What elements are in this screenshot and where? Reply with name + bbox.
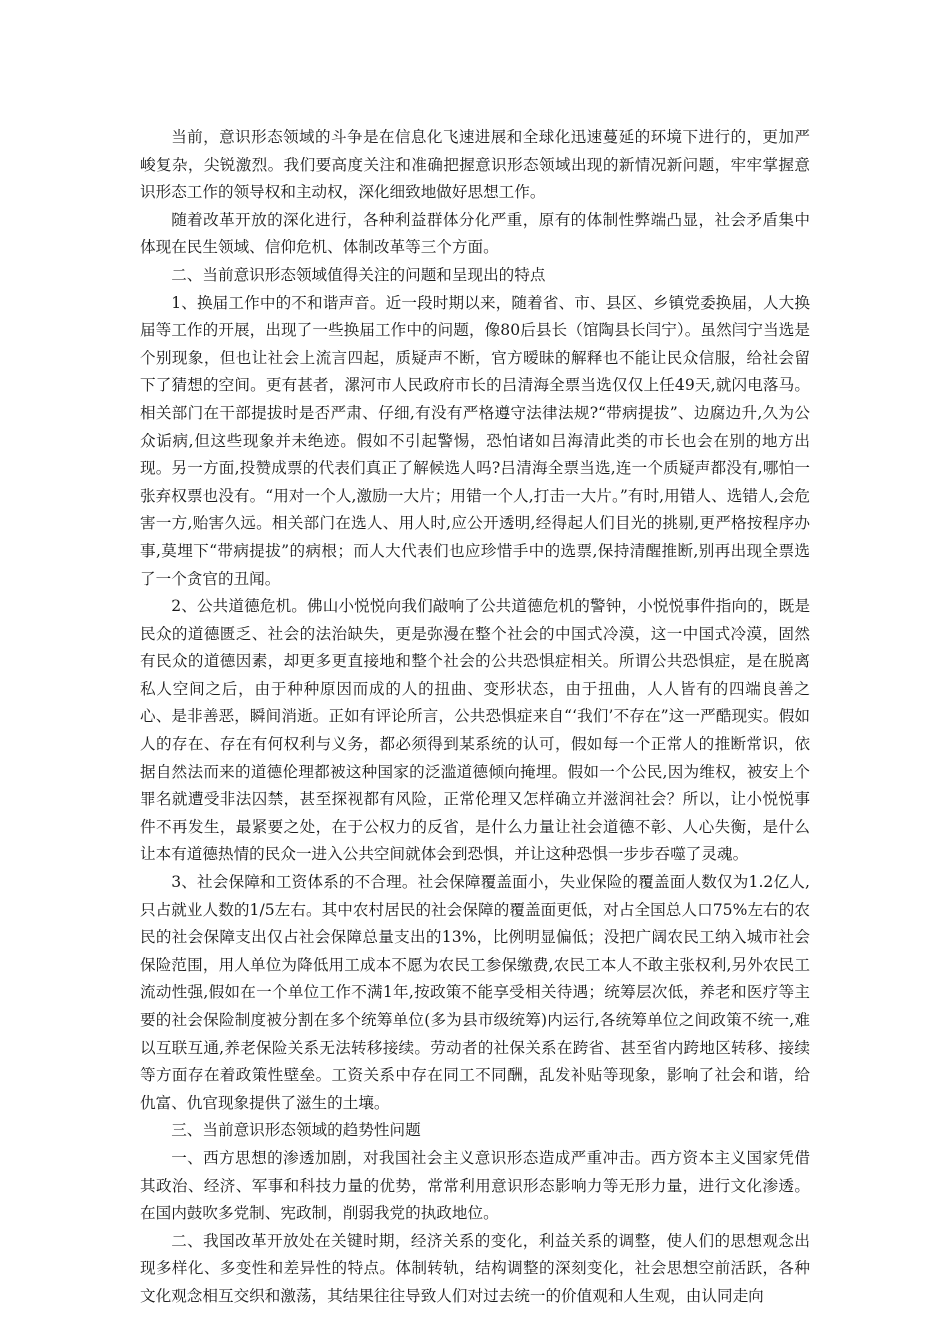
- document-body: [140, 124, 810, 1311]
- paragraph-item-3: 3、社会保障和工资体系的不合理。社会保障覆盖面小，失业保险的覆盖面人数仅为1.2亿人,只占就业人数的1/5左右。其中农村居民的社会保障的覆盖面更低，对占全国总人口75%左右的农民的社会保障支出仅占社会保障总量支出的13%，比例明显偏低；没把广阔农民工纳入城市社会保险范围，用人单位为降低用工成本不愿为农民工参保缴费,农民工本人不敢主张权利,另外农民工流动性强,假如在一个单位工作不满1年,按政策不能享受相关待遇；统筹层次低，养老和医疗等主要的社会保险制度被分割在多个统筹单位(多为县市级统筹)内运行,各统筹单位之间政策不统一,难以互联互通,养老保险关系无法转移接续。劳动者的社保关系在跨省、甚至省内跨地区转移、接续等方面存在着政策性壁垒。工资关系中存在同工不同酬，乱发补贴等现象，影响了社会和谐，给仇富、仇官现象提供了滋生的土壤。: [140, 873, 810, 1112]
- paragraph-intro: 当前，意识形态领域的斗争是在信息化飞速进展和全球化迅速蔓延的环境下进行的，更加严峻复杂，尖锐激烈。我们要高度关注和准确把握意识形态领域出现的新情况新问题，牢牢掌握意识形态工作的领导权和主动权，深化细致地做好思想工作。: [140, 128, 810, 202]
- paragraph-trend-2: 二、我国改革开放处在关键时期，经济关系的变化，利益关系的调整，使人们的思想观念出现多样化、多变性和差异性的特点。体制转轨，结构调整的深刻变化，社会思想空前活跃，各种文化观念相互交织和激荡，其结果往往导致人们对过去统一的价值观和人生观，由认同走向: [140, 1231, 810, 1305]
- paragraph-reform: 随着改革开放的深化进行，各种利益群体分化严重，原有的体制性弊端凸显，社会矛盾集中体现在民生领域、信仰危机、体制改革等三个方面。: [140, 210, 810, 257]
- section-heading-2: 二、当前意识形态领域值得关注的问题和呈现出的特点: [171, 265, 546, 284]
- paragraph-trend-1: 一、西方思想的渗透加剧，对我国社会主义意识形态造成严重冲击。西方资本主义国家凭借其政治、经济、军事和科技力量的优势，常常利用意识形态影响力等无形力量，进行文化渗透。在国内鼓吹多党制、宪政制，削弱我党的执政地位。: [140, 1148, 810, 1223]
- paragraph-item-2: 2、公共道德危机。佛山小悦悦向我们敲响了公共道德危机的警钟，小悦悦事件指向的，既是民众的道德匮乏、社会的法治缺失，更是弥漫在整个社会的中国式冷漠，这一中国式冷漠，固然有民众的道德因素，却更多更直接地和整个社会的公共恐惧症相关。所谓公共恐惧症，是在脱离私人空间之后，由于种种原因而成的人的扭曲、变形状态，由于扭曲，人人皆有的四端良善之心、是非善恶，瞬间消逝。正如有评论所言，公共恐惧症来自“‘我们’不存在”这一严酷现实。假如人的存在、存在有何权利与义务，都必须得到某系统的认可，假如每一个正常人的推断常识，依据自然法而来的道德伦理都被这种国家的泛滥道德倾向掩埋。假如一个公民,因为维权，被安上个罪名就遭受非法囚禁，甚至探视都有风险，正常伦理又怎样确立并滋润社会？所以，让小悦悦事件不再发生，最紧要之处，在于公权力的反省，是什么力量让社会道德不彰、人心失衡，是什么让本有道德热情的民众一进入公共空间就体会到恐惧，并让这种恐惧一步步吞噬了灵魂。: [140, 597, 810, 864]
- section-heading-3: 三、当前意识形态领域的趋势性问题: [171, 1121, 421, 1140]
- paragraph-item-1: 1、换届工作中的不和谐声音。近一段时期以来，随着省、市、县区、乡镇党委换届，人大换届等工作的开展，出现了一些换届工作中的问题，像80后县长（馆陶县长闫宁）。虽然闫宁当选是个别现象，但也让社会上流言四起，质疑声不断，官方暧昧的解释也不能让民众信服，给社会留下了猜想的空间。更有甚者，漯河市人民政府市长的吕清海全票当选仅仅上任49天,就闪电落马。相关部门在干部提拔时是否严肃、仔细,有没有严格遵守法律法规?“带病提拔”、边腐边升,久为公众诟病,但这些现象并未绝迹。假如不引起警惕，恐怕诸如吕海清此类的市长也会在别的地方出现。另一方面,投赞成票的代表们真正了解候选人吗?吕清海全票当选,连一个质疑声都没有,哪怕一张弃权票也没有。“用对一个人,激励一大片；用错一个人,打击一大片。”有时,用错人、选错人,会危害一方,贻害久远。相关部门在选人、用人时,应公开透明,经得起人们目光的挑剔,更严格按程序办事,莫埋下“带病提拔”的病根；而人大代表们也应珍惜手中的选票,保持清醒推断,别再出现全票选了一个贪官的丑闻。: [140, 293, 810, 588]
